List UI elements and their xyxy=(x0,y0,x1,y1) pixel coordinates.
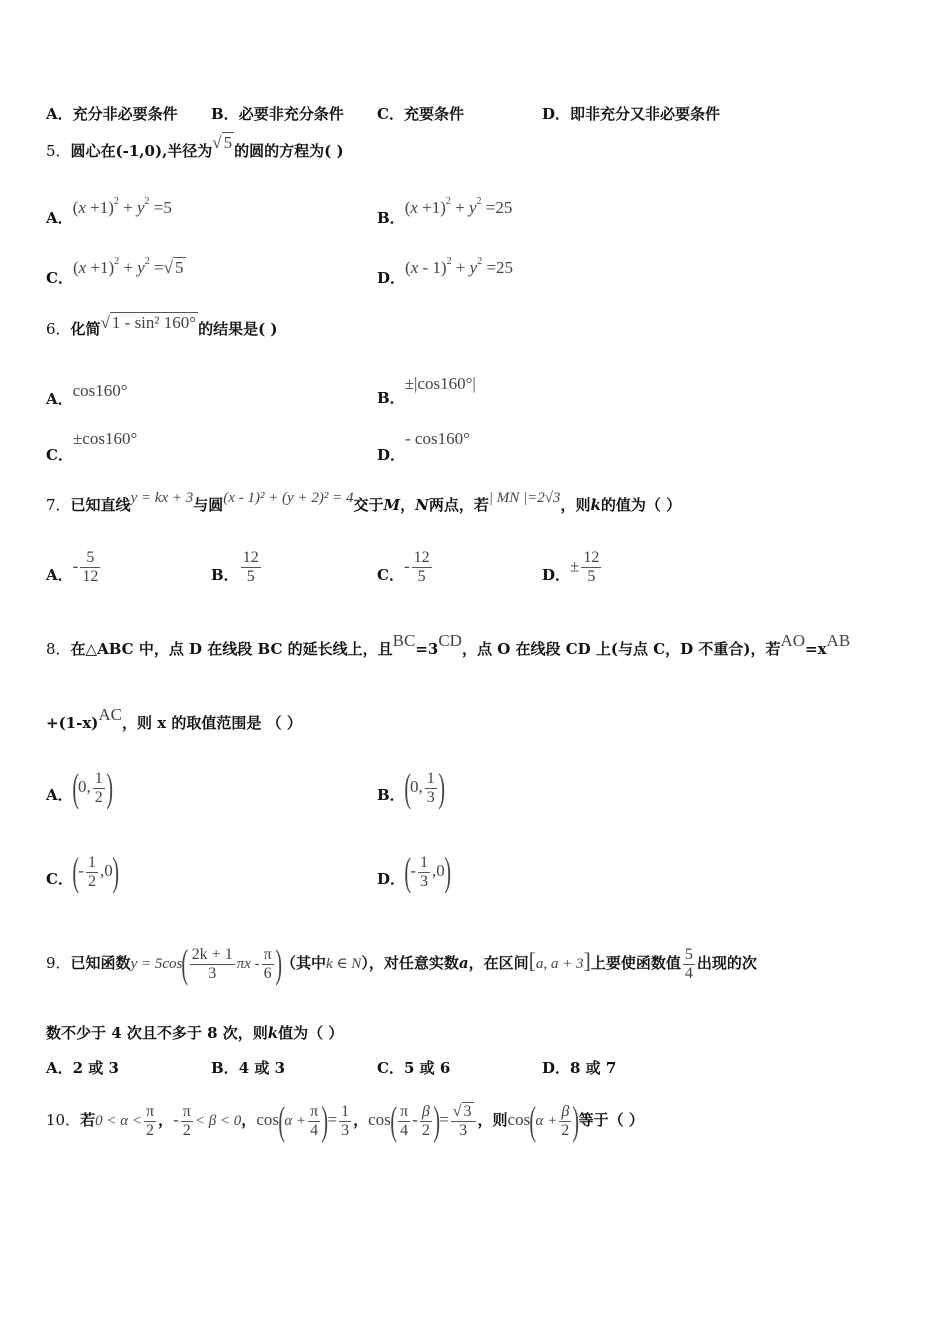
denominator: 2 xyxy=(182,1121,191,1139)
denominator: 2 xyxy=(561,1121,570,1139)
q5-option-b[interactable] xyxy=(377,196,513,227)
q8-option-a[interactable]: A．(0, $\frac{1}{2}$ ) xyxy=(46,765,113,810)
interval-start: 0, xyxy=(77,777,91,796)
numerator: 2k + 1 xyxy=(191,945,233,963)
q9-text: 出现的次 xyxy=(696,954,757,972)
option-text: 充分非必要条件 xyxy=(72,105,178,123)
q8-text: =3 xyxy=(415,640,439,658)
separator: ， xyxy=(400,496,416,514)
question-7 xyxy=(46,490,682,515)
option-label: D． xyxy=(542,1059,571,1077)
fraction xyxy=(190,946,235,983)
question-8-line2 xyxy=(46,705,302,733)
equation-rhs: =5 xyxy=(153,198,172,217)
q9-text: 值为（ ） xyxy=(278,1024,344,1042)
radicand: 3 xyxy=(463,1102,472,1120)
vector-ao: AO xyxy=(780,631,806,650)
vector-bc: BC xyxy=(392,631,416,650)
option-label: D． xyxy=(542,565,571,584)
denominator: 12 xyxy=(82,568,99,585)
option-label: C． xyxy=(377,565,404,584)
q6-text-end: 的结果是( ) xyxy=(198,320,278,338)
question-number: 9． xyxy=(46,954,71,972)
denominator: 4 xyxy=(310,1121,319,1139)
interval-start: 0, xyxy=(410,777,423,796)
q7-text: 已知直线 xyxy=(70,496,131,514)
numerator: 5 xyxy=(684,945,693,963)
q9-option-b[interactable] xyxy=(211,1057,285,1078)
expression: ±|cos160°| xyxy=(404,374,476,393)
q9-option-c[interactable] xyxy=(377,1057,450,1078)
option-label: D． xyxy=(377,870,406,888)
equation-rhs: =25 xyxy=(486,258,514,277)
q9-text: ，在区间 xyxy=(468,954,529,972)
sign: - xyxy=(403,556,410,576)
question-10: 10．若0 < α < $\frac{\pi}{2}$ ，- $\frac{\pi}{2}$ < β < 0，cos(α + $\frac{\pi}{4}$ )= $\frac{1}{3}$ ，cos( $\frac{\pi}{4}$ - $\frac{\beta}{2}$ )= $\frac{√ 3}{3}$ ，则cos(α + $\frac{\beta}{2}$ )等于（ ） xyxy=(46,1098,644,1143)
option-text: 4 或 3 xyxy=(238,1059,286,1077)
k-in-n: k ∈ N xyxy=(326,956,362,972)
fraction xyxy=(425,770,437,807)
denominator: 3 xyxy=(341,1121,350,1139)
numerator: π xyxy=(145,1102,155,1120)
q8-text: +(1-x) xyxy=(46,714,99,732)
alpha-term: α + xyxy=(284,1113,307,1129)
fraction xyxy=(420,1103,432,1140)
radicand: 1 - sin² 160° xyxy=(111,313,197,332)
fraction xyxy=(308,1103,320,1140)
q9-text: ），对任意实数 xyxy=(361,954,459,972)
q7-option-a[interactable] xyxy=(46,549,102,586)
numerator: 12 xyxy=(583,549,600,566)
q8-option-c[interactable]: C．(- $\frac{1}{2}$ ,0) xyxy=(46,849,119,894)
vector-ac: AC xyxy=(98,705,122,724)
q4-option-c[interactable] xyxy=(377,103,464,124)
option-text: 8 或 7 xyxy=(570,1059,617,1077)
question-5 xyxy=(46,133,344,161)
line-equation: y = kx + 3 xyxy=(130,490,194,506)
option-label: C． xyxy=(46,870,73,888)
denominator: 3 xyxy=(208,964,217,982)
option-label: D． xyxy=(542,105,571,123)
q10-text: 若 xyxy=(80,1111,96,1129)
vector-cd: CD xyxy=(438,631,462,650)
denominator: 2 xyxy=(146,1121,155,1139)
variable-a: a xyxy=(458,954,469,972)
equation: $(x +1)^2 + y^2 =5$ xyxy=(72,196,172,217)
numerator: π xyxy=(400,1102,409,1120)
cos: cos xyxy=(507,1110,531,1129)
question-9-line2 xyxy=(46,1022,343,1043)
fraction xyxy=(581,549,601,586)
interval: a, a + 3 xyxy=(535,956,584,972)
numerator: 1 xyxy=(94,769,103,787)
option-label: B． xyxy=(211,105,239,123)
q4-option-a[interactable] xyxy=(46,103,178,124)
option-text: 必要非充分条件 xyxy=(238,105,344,123)
denominator: 5 xyxy=(587,568,596,585)
numerator: π xyxy=(310,1102,319,1120)
question-number: 7． xyxy=(46,496,71,514)
radicand: 5 xyxy=(175,258,184,277)
point-n: N xyxy=(415,496,429,514)
question-6 xyxy=(46,313,278,339)
option-label: A． xyxy=(46,565,73,584)
equals: = xyxy=(439,1110,449,1129)
fraction xyxy=(241,549,261,586)
fraction xyxy=(262,946,274,983)
radicand: 5 xyxy=(223,133,233,152)
q6-option-a[interactable] xyxy=(46,380,128,408)
option-label: D． xyxy=(377,269,406,287)
q7-option-c[interactable] xyxy=(377,549,434,586)
chord-length: | MN |=2√3 xyxy=(488,490,561,506)
fraction xyxy=(144,1103,156,1140)
equals: = xyxy=(327,1110,338,1129)
fraction xyxy=(86,854,98,891)
q10-text: ，则 xyxy=(477,1111,508,1129)
q8-text: ，点 O 在线段 CD 上(与点 C，D 不重合)，若 xyxy=(461,640,781,658)
separator: ， xyxy=(353,1111,369,1129)
separator: ， xyxy=(158,1111,174,1129)
option-label: A． xyxy=(46,209,73,227)
q5-text: 圆心在(-1,0),半径为 xyxy=(70,142,213,160)
sign: - xyxy=(72,556,79,576)
option-label: A． xyxy=(46,786,73,804)
fraction xyxy=(339,1103,351,1140)
denominator: 2 xyxy=(94,788,103,806)
sign: ± xyxy=(570,556,580,576)
denominator: 4 xyxy=(684,964,693,982)
option-label: C． xyxy=(377,1059,404,1077)
numerator: 1 xyxy=(420,853,429,871)
option-label: B． xyxy=(377,389,405,407)
numerator: π xyxy=(182,1102,191,1120)
fraction xyxy=(80,549,100,586)
fraction xyxy=(683,946,695,983)
numerator: 12 xyxy=(413,549,430,566)
denominator: 2 xyxy=(87,872,96,890)
option-label: B． xyxy=(377,209,405,227)
q8-option-b[interactable]: B．(0, $\frac{1}{3}$ ) xyxy=(377,765,445,810)
vector-ab: AB xyxy=(826,631,851,650)
q7-text: ，则 xyxy=(560,496,591,514)
q9-text: 上要使函数值 xyxy=(590,954,681,972)
minus: - xyxy=(412,1110,418,1129)
q7-option-b[interactable] xyxy=(211,549,263,586)
option-text: 即非充分又非必要条件 xyxy=(570,105,721,123)
beta-range: < β < 0 xyxy=(194,1113,242,1129)
numerator: 12 xyxy=(242,549,259,566)
option-label: A． xyxy=(46,105,73,123)
equation: $(x +1)^2 + y^2$ =√ 5 xyxy=(72,256,184,277)
alpha-range: 0 < α < xyxy=(95,1113,142,1129)
option-label: B． xyxy=(211,565,239,584)
variable-k: k xyxy=(590,496,601,514)
q7-text: 与圆 xyxy=(193,496,224,514)
numerator: β xyxy=(420,1103,432,1122)
question-number: 10． xyxy=(46,1111,81,1129)
option-text: 2 或 3 xyxy=(72,1059,119,1077)
q4-option-b[interactable] xyxy=(211,103,344,124)
numerator: 1 xyxy=(426,769,435,787)
question-9: 9．已知函数y = 5cos( $\frac{2k + 1}{3}$ πx - $\frac{\pi}{6}$ )（其中k ∈ N），对任意实数a，在区间[a, a + 3]上要使函数值 $\frac{5}{4}$ 出现的次 xyxy=(46,941,757,986)
fraction xyxy=(398,1103,410,1140)
numerator: π xyxy=(263,945,272,963)
equation-rhs: = xyxy=(154,258,164,277)
q6-text: 化简 xyxy=(70,320,101,338)
q6-option-b[interactable] xyxy=(377,373,476,407)
option-label: C． xyxy=(46,446,73,464)
q8-option-d[interactable]: D．(- $\frac{1}{3}$ ,0) xyxy=(377,849,451,894)
option-text: 充要条件 xyxy=(403,105,464,123)
q5-option-a[interactable] xyxy=(46,196,172,227)
fraction xyxy=(93,770,105,807)
option-label: C． xyxy=(46,269,73,287)
expression: cos160° xyxy=(72,381,128,400)
q8-text: ，则 x 的取值范围是 （ ） xyxy=(122,714,302,732)
question-number: 8． xyxy=(46,640,71,658)
expression: - cos160° xyxy=(405,429,470,448)
q7-option-d[interactable] xyxy=(542,549,603,586)
q7-text: 两点，若 xyxy=(428,496,489,514)
equation-rhs: =25 xyxy=(485,198,513,217)
denominator: 2 xyxy=(421,1121,430,1139)
option-label: B． xyxy=(211,1059,239,1077)
q6-option-d[interactable] xyxy=(377,428,470,464)
expression: ±cos160° xyxy=(72,429,138,448)
denominator: 5 xyxy=(246,568,255,585)
circle-equation: (x - 1)² + (y + 2)² = 4 xyxy=(223,490,354,506)
numerator: β xyxy=(559,1103,571,1122)
option-label: D． xyxy=(377,446,406,464)
interval-end: ,0 xyxy=(432,861,445,880)
function-middle: πx - xyxy=(236,956,260,972)
q5-text-end: 的圆的方程为( ) xyxy=(234,142,344,160)
denominator: 4 xyxy=(400,1121,409,1139)
denominator: 3 xyxy=(459,1121,468,1139)
question-number: 6． xyxy=(46,320,71,338)
q9-option-a[interactable] xyxy=(46,1057,119,1078)
fraction xyxy=(181,1103,193,1140)
q9-text: 数不少于 4 次且不多于 8 次，则 xyxy=(46,1024,268,1042)
option-label: B． xyxy=(377,786,405,804)
q6-option-c[interactable] xyxy=(46,428,138,464)
q9-text: 已知函数 xyxy=(70,954,131,972)
question-number: 5． xyxy=(46,142,71,160)
q8-text: =x xyxy=(805,640,827,658)
q7-text: 交于 xyxy=(353,496,384,514)
numerator: 5 xyxy=(80,549,100,568)
point-m: M xyxy=(383,496,401,514)
numerator: 1 xyxy=(341,1102,350,1120)
q10-text: 等于（ ） xyxy=(578,1111,644,1129)
option-label: A． xyxy=(46,390,73,408)
denominator: 6 xyxy=(263,964,272,982)
fraction xyxy=(418,854,430,891)
cos: cos xyxy=(256,1110,279,1129)
interval-end: ,0 xyxy=(99,861,113,880)
option-text: 5 或 6 xyxy=(403,1059,451,1077)
q9-option-d[interactable] xyxy=(542,1057,616,1078)
variable-k: k xyxy=(267,1024,279,1042)
fraction xyxy=(559,1103,571,1140)
cos: cos xyxy=(368,1110,391,1129)
numerator: 1 xyxy=(87,853,96,871)
equation: $(x +1)^2 + y^2 =25$ xyxy=(404,196,513,217)
separator: ， xyxy=(241,1111,257,1129)
alpha-term: α + xyxy=(535,1113,558,1129)
q7-text: 的值为（ ） xyxy=(600,496,682,514)
option-label: A． xyxy=(46,1059,73,1077)
fraction: $\frac{√ 3}{3}$ xyxy=(451,1103,476,1140)
q5-option-d[interactable] xyxy=(377,256,514,287)
q8-text: 在△ABC 中，点 D 在线段 BC 的延长线上，且 xyxy=(70,640,393,658)
q5-option-c[interactable] xyxy=(46,256,186,287)
denominator: 5 xyxy=(417,568,426,585)
sqrt-expression: √ 1 - sin² 160° xyxy=(100,313,197,332)
minus: - xyxy=(173,1110,179,1129)
q4-option-d[interactable] xyxy=(542,103,720,124)
sqrt-expression: √ 5 xyxy=(212,133,233,152)
function-prefix: y = 5cos xyxy=(130,956,183,972)
q9-text: （其中 xyxy=(281,954,327,972)
denominator: 3 xyxy=(420,872,429,890)
option-label: C． xyxy=(377,105,404,123)
question-8 xyxy=(46,631,851,659)
fraction xyxy=(412,549,432,586)
equation: $(x - 1)^2 + y^2 =25$ xyxy=(405,256,514,277)
denominator: 3 xyxy=(426,788,435,806)
